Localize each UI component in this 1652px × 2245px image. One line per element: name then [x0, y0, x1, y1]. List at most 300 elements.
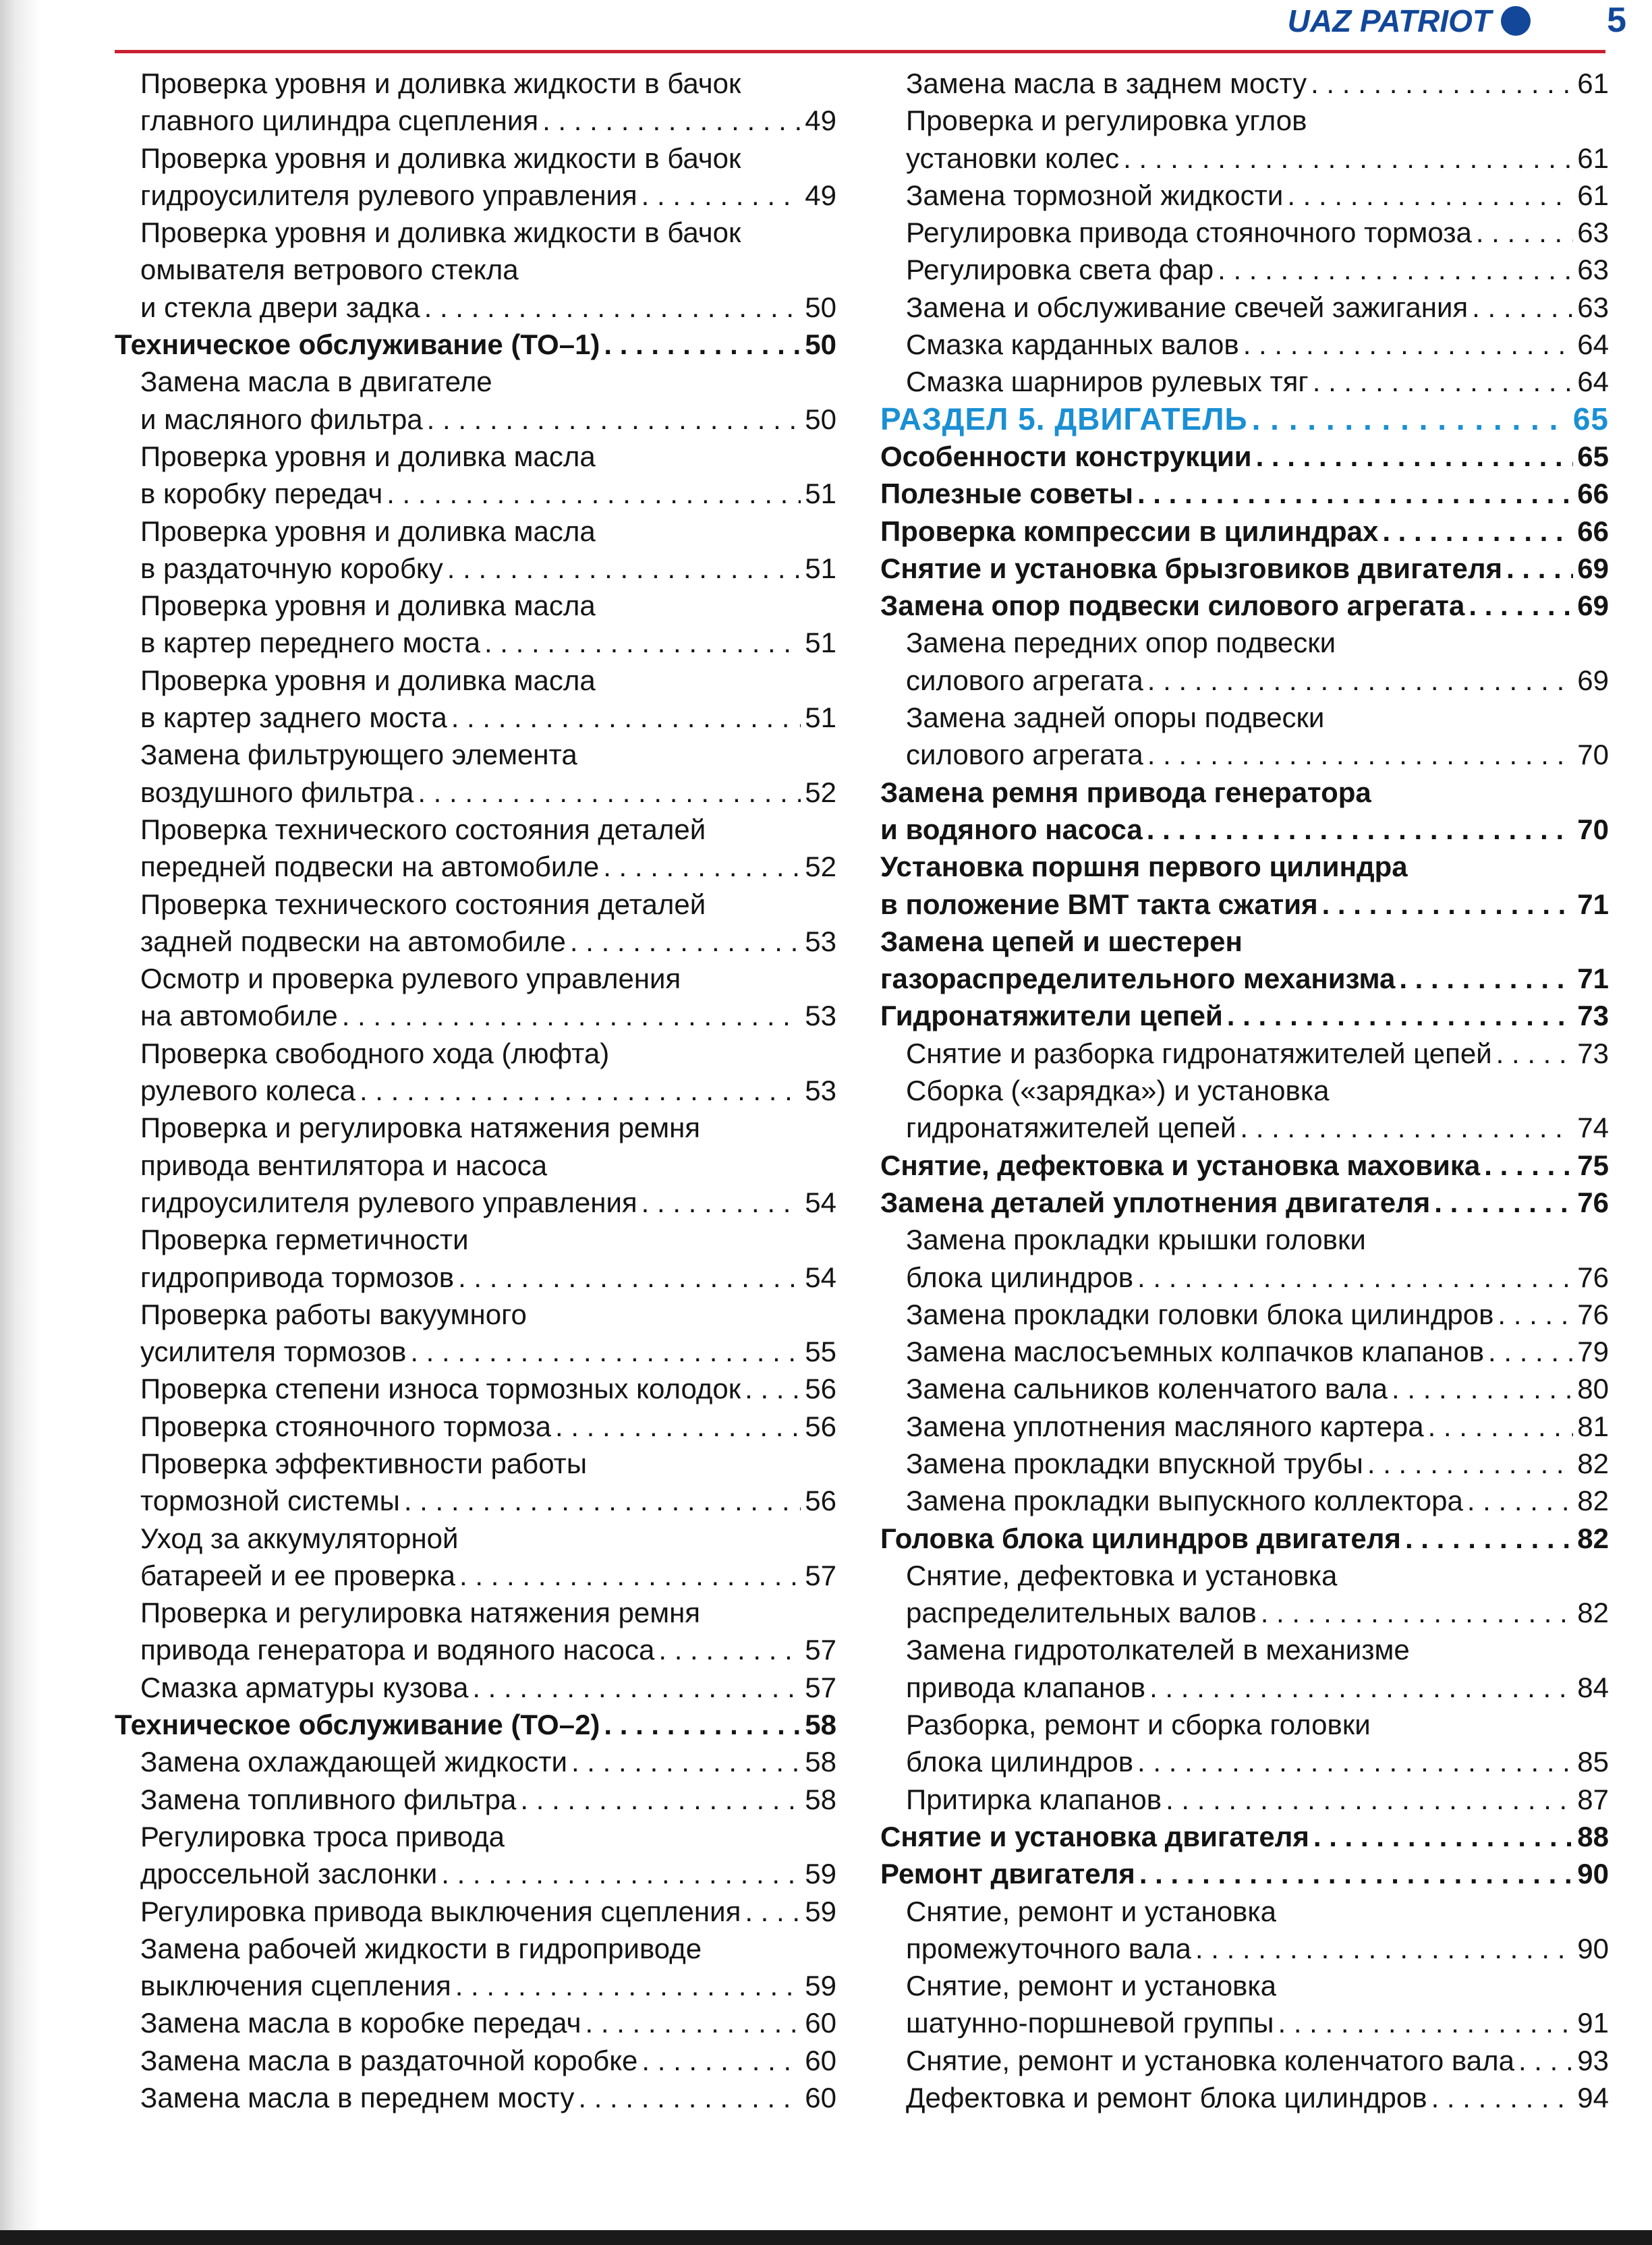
toc-entry-line: [880, 1370, 1609, 1407]
toc-entry-text: газораспределительного механизма: [880, 963, 1396, 995]
toc-entry-line: [880, 1221, 1609, 1258]
dot-leader: [1518, 2042, 1573, 2079]
toc-page-number: 73: [1577, 1037, 1609, 1069]
toc-entry[interactable]: [115, 1109, 836, 1221]
toc-entry-text: Проверка уровня и доливка жидкости в бачок: [140, 67, 741, 99]
toc-entry-line: [115, 1035, 836, 1072]
dot-leader: [1137, 1743, 1573, 1780]
toc-page-number: 53: [805, 1075, 836, 1107]
dot-leader: [1137, 475, 1573, 512]
toc-entry[interactable]: [880, 214, 1609, 251]
dot-leader: [520, 1781, 801, 1818]
toc-entry-line: [880, 587, 1609, 624]
toc-page-number: 87: [1577, 1783, 1609, 1815]
dot-leader: [458, 1259, 801, 1296]
dot-leader: [342, 997, 801, 1034]
toc-entry[interactable]: [115, 326, 836, 363]
toc-entry-line: [880, 1296, 1609, 1333]
toc-entry[interactable]: [115, 2079, 836, 2116]
toc-entry-text: Замена масла в коробке передач: [140, 2007, 581, 2039]
toc-entry-text: Регулировка света фар: [906, 254, 1214, 286]
toc-entry-line: [880, 363, 1609, 400]
dot-leader: [1240, 1109, 1573, 1146]
toc-entry-line: [115, 1893, 836, 1930]
header-rule: [115, 50, 1605, 53]
toc-entry-text: Осмотр и проверка рулевого управления: [140, 963, 681, 995]
toc-entry[interactable]: [880, 1221, 1609, 1296]
toc-entry-text: Проверка уровня и доливка масла: [140, 590, 596, 622]
dot-leader: [1506, 550, 1573, 587]
toc-entry-text: Проверка эффективности работы: [140, 1447, 588, 1479]
toc-page-number: 75: [1577, 1149, 1609, 1181]
toc-entry[interactable]: [880, 1818, 1609, 1855]
toc-entry-line: [880, 326, 1609, 363]
toc-entry-line: [115, 401, 836, 438]
toc-entry-text: промежуточного вала: [906, 1932, 1191, 1964]
toc-entry-line: [880, 102, 1609, 139]
toc-entry[interactable]: [115, 1520, 836, 1595]
toc-entry-line: [115, 513, 836, 550]
toc-entry-text: Разборка, ремонт и сборка головки: [906, 1709, 1371, 1741]
toc-page-number: 60: [805, 2007, 836, 2039]
toc-entry-text: Замена тормозной жидкости: [906, 179, 1284, 211]
dot-leader: [424, 289, 801, 326]
toc-entry-text: в картер переднего моста: [140, 627, 480, 659]
toc-entry-line: [880, 1333, 1609, 1370]
toc-page-number: 63: [1577, 291, 1609, 323]
toc-entry[interactable]: [880, 251, 1609, 288]
toc-page-number: 56: [805, 1373, 836, 1405]
toc-entry[interactable]: [115, 1669, 836, 1706]
toc-page-number: 64: [1577, 329, 1609, 361]
dot-leader: [1313, 1818, 1573, 1855]
dot-leader: [1467, 1482, 1573, 1519]
toc-left-column: [115, 65, 836, 2116]
toc-entry-line: [115, 1594, 836, 1631]
toc-entry-line: [880, 1445, 1609, 1482]
dot-leader: [1472, 289, 1573, 326]
toc-entry-text: Техническое обслуживание (ТО–1): [115, 329, 600, 361]
toc-entry[interactable]: [115, 1221, 836, 1296]
toc-entry-text: Снятие, дефектовка и установка: [906, 1559, 1338, 1591]
toc-entry-text: Регулировка привода стояночного тормоза: [906, 217, 1472, 249]
toc-entry-line: [115, 1781, 836, 1818]
toc-entry-line: [880, 1520, 1609, 1557]
toc-entry-line: [880, 1109, 1609, 1146]
toc-entry-text: Проверка технического состояния деталей: [140, 813, 706, 845]
toc-page-number: 80: [1577, 1373, 1609, 1405]
toc-entry-line: [880, 2079, 1609, 2116]
toc-entry[interactable]: [880, 1781, 1609, 1818]
toc-entry-text: Замена масла в двигателе: [140, 366, 492, 398]
toc-entry-line: [880, 513, 1609, 550]
toc-entry-line: [880, 1482, 1609, 1519]
dot-leader: [578, 2079, 801, 2116]
toc-entry-line: [880, 2004, 1609, 2041]
toc-entry[interactable]: [880, 1893, 1609, 1968]
toc-entry-text: Замена фильтрующего элемента: [140, 739, 577, 771]
dot-leader: [542, 102, 801, 139]
dot-leader: [404, 1482, 801, 1519]
toc-page-number: 54: [805, 1261, 836, 1293]
toc-entry[interactable]: [115, 1930, 836, 2005]
toc-entry[interactable]: [880, 848, 1609, 923]
toc-entry-text: привода клапанов: [906, 1671, 1146, 1703]
toc-entry-text: Замена прокладки головки блока цилиндров: [906, 1298, 1494, 1330]
toc-entry[interactable]: [115, 1296, 836, 1371]
toc-entry-line: [880, 886, 1609, 923]
toc-entry[interactable]: [880, 1333, 1609, 1370]
toc-entry-line: [880, 251, 1609, 288]
toc-entry-text: Проверка технического состояния деталей: [140, 888, 706, 920]
toc-entry-text: Уход за аккумуляторной: [140, 1522, 459, 1554]
toc-entry-line: [880, 1594, 1609, 1631]
toc-entry-line: [880, 736, 1609, 773]
toc-entry-line: [115, 1184, 836, 1221]
toc-entry[interactable]: [880, 1706, 1609, 1781]
toc-entry[interactable]: [880, 997, 1609, 1034]
toc-entry-line: [115, 251, 836, 288]
dot-leader: [1278, 2004, 1574, 2041]
toc-entry-text: Регулировка привода выключения сцепления: [140, 1895, 741, 1927]
dot-leader: [1147, 811, 1574, 848]
toc-entry-line: [115, 2042, 836, 2079]
toc-entry[interactable]: [880, 1445, 1609, 1482]
toc-entry-line: [115, 1631, 836, 1668]
toc-page-number: 76: [1577, 1298, 1609, 1330]
dot-leader: [1488, 1333, 1573, 1370]
dot-leader: [1123, 140, 1573, 177]
toc-entry-line: [115, 1296, 836, 1333]
dot-leader: [642, 2042, 801, 2079]
toc-entry[interactable]: [880, 550, 1609, 587]
toc-entry[interactable]: [115, 2004, 836, 2041]
toc-page-number: 60: [805, 2044, 836, 2076]
toc-entry[interactable]: [115, 736, 836, 811]
toc-page-number: 90: [1577, 1858, 1609, 1890]
toc-entry[interactable]: [115, 1818, 836, 1893]
toc-entry[interactable]: [115, 1743, 836, 1780]
toc-entry-text: выключения сцепления: [140, 1970, 451, 2002]
toc-entry[interactable]: [115, 1893, 836, 1930]
toc-entry[interactable]: [880, 1147, 1609, 1184]
toc-entry-line: [880, 1967, 1609, 2004]
toc-page-number: 79: [1577, 1336, 1609, 1368]
toc-entry[interactable]: [880, 102, 1609, 177]
toc-entry[interactable]: [880, 624, 1609, 699]
toc-entry-line: [115, 587, 836, 624]
toc-page-number: 82: [1577, 1522, 1609, 1554]
toc-entry-text: Проверка свободного хода (люфта): [140, 1037, 610, 1069]
toc-entry-line: [880, 699, 1609, 736]
toc-entry-line: [880, 2042, 1609, 2079]
toc-entry[interactable]: [115, 662, 836, 737]
dot-leader: [1243, 326, 1574, 363]
toc-entry-text: Замена топливного фильтра: [140, 1783, 517, 1815]
toc-entry-text: Смазка карданных валов: [906, 329, 1239, 361]
toc-entry[interactable]: [880, 513, 1609, 550]
toc-page-number: 69: [1577, 590, 1609, 622]
toc-entry-text: Замена деталей уплотнения двигателя: [880, 1186, 1431, 1218]
toc-entry-text: гидронатяжителей цепей: [906, 1112, 1236, 1144]
toc-entry-line: [880, 1072, 1609, 1109]
dot-leader: [455, 1967, 801, 2004]
dot-leader: [1166, 1781, 1573, 1818]
toc-entry-line: [880, 1557, 1609, 1594]
dot-leader: [418, 774, 801, 811]
toc-entry-line: [880, 438, 1609, 475]
toc-entry-text: Замена охлаждающей жидкости: [140, 1746, 567, 1778]
toc-entry[interactable]: [880, 1296, 1609, 1333]
toc-page-number: 50: [805, 329, 836, 361]
toc-entry[interactable]: [115, 65, 836, 140]
dot-leader: [603, 848, 801, 885]
toc-entry-text: силового агрегата: [906, 664, 1143, 696]
toc-page-number: 51: [805, 478, 836, 510]
toc-entry[interactable]: [115, 363, 836, 438]
toc-entry-text: Полезные советы: [880, 478, 1133, 510]
dot-leader: [387, 475, 801, 512]
toc-entry-text: Замена масла в переднем мосту: [140, 2082, 575, 2114]
toc-entry-text: Замена ремня привода генератора: [880, 776, 1371, 808]
toc-entry-line: [115, 363, 836, 400]
dot-leader: [1382, 513, 1573, 550]
toc-entry[interactable]: [115, 960, 836, 1035]
dot-leader: [1399, 960, 1573, 997]
toc-entry-line: [115, 1855, 836, 1892]
toc-entry-text: Замена уплотнения масляного картера: [906, 1410, 1424, 1442]
toc-entry-text: Снятие и разборка гидронатяжителей цепей: [906, 1037, 1492, 1069]
toc-entry[interactable]: [880, 1370, 1609, 1407]
toc-entry[interactable]: [880, 289, 1609, 326]
toc-entry-line: [115, 923, 836, 960]
dot-leader: [586, 2004, 801, 2041]
dot-leader: [1484, 1147, 1573, 1184]
toc-entry-line: [115, 140, 836, 177]
toc-entry-text: Притирка клапанов: [906, 1783, 1162, 1815]
toc-entry-line: [115, 886, 836, 923]
toc-entry-line: [880, 475, 1609, 512]
toc-entry[interactable]: [115, 1594, 836, 1669]
toc-entry-text: Дефектовка и ремонт блока цилиндров: [906, 2082, 1427, 2114]
toc-entry-text: Проверка уровня и доливка жидкости в бачок: [140, 217, 741, 249]
toc-page-number: 57: [805, 1559, 836, 1591]
toc-page-number: 66: [1577, 515, 1609, 547]
toc-entry[interactable]: [880, 1631, 1609, 1706]
toc-entry-text: блока цилиндров: [906, 1746, 1134, 1778]
toc-entry[interactable]: [880, 587, 1609, 624]
toc-entry-line: [115, 960, 836, 997]
dot-leader: [1431, 2079, 1574, 2116]
toc-page-number: 59: [805, 1895, 836, 1927]
toc-entry[interactable]: [115, 1370, 836, 1407]
toc-entry-text: Техническое обслуживание (ТО–2): [115, 1709, 600, 1741]
dot-leader: [1287, 177, 1573, 214]
dot-leader: [555, 1408, 801, 1445]
toc-entry[interactable]: [880, 363, 1609, 400]
toc-page-number: 52: [805, 851, 836, 883]
toc-page-number: 82: [1577, 1597, 1609, 1629]
toc-entry-line: [880, 997, 1609, 1034]
toc-page-number: 50: [805, 291, 836, 323]
toc-entry[interactable]: [115, 1706, 836, 1743]
toc-entry-text: Снятие и установка двигателя: [880, 1820, 1309, 1852]
toc-entry-text: установки колес: [906, 142, 1120, 174]
toc-entry-text: Сборка («зарядка») и установка: [906, 1075, 1330, 1107]
toc-section-heading[interactable]: [880, 401, 1609, 438]
toc-entry[interactable]: [880, 438, 1609, 475]
toc-entry-line: [880, 1930, 1609, 1967]
toc-entry-line: [880, 1631, 1609, 1668]
toc-entry-text: шатунно-поршневой группы: [906, 2007, 1274, 2039]
toc-entry-text: на автомобиле: [140, 1000, 338, 1032]
toc-entry[interactable]: [880, 1482, 1609, 1519]
toc-entry[interactable]: [115, 140, 836, 215]
dot-leader: [604, 1706, 801, 1743]
toc-entry[interactable]: [880, 774, 1609, 849]
toc-entry-text: омывателя ветрового стекла: [140, 254, 519, 286]
toc-entry[interactable]: [115, 513, 836, 588]
toc-entry-line: [115, 1967, 836, 2004]
toc-entry-text: и водяного насоса: [880, 813, 1143, 845]
toc-entry[interactable]: [880, 1967, 1609, 2042]
toc-page-number: 56: [805, 1410, 836, 1442]
toc-entry-line: [115, 2004, 836, 2041]
toc-entry-text: и стекла двери задка: [140, 291, 420, 323]
toc-page-number: 53: [805, 1000, 836, 1032]
page-edge-shadow: [0, 0, 40, 2245]
toc-page-number: 50: [805, 403, 836, 435]
toc-entry-line: [115, 1109, 836, 1146]
dot-leader: [1469, 587, 1573, 624]
toc-entry-line: [880, 65, 1609, 102]
toc-entry-line: [115, 214, 836, 251]
toc-entry[interactable]: [880, 1408, 1609, 1445]
toc-entry-line: [880, 1743, 1609, 1780]
dot-leader: [1256, 438, 1574, 475]
toc-entry[interactable]: [880, 1520, 1609, 1557]
toc-entry[interactable]: [115, 811, 836, 886]
toc-page-number: 76: [1577, 1186, 1609, 1218]
toc-entry-text: Проверка уровня и доливка масла: [140, 664, 596, 696]
toc-entry-text: Замена прокладки впускной трубы: [906, 1447, 1363, 1479]
toc-page-number: 61: [1577, 142, 1609, 174]
toc-entry[interactable]: [880, 475, 1609, 512]
toc-entry[interactable]: [880, 1184, 1609, 1221]
toc-entry-text: и масляного фильтра: [140, 403, 423, 435]
toc-entry-text: блока цилиндров: [906, 1261, 1134, 1293]
toc-entry-line: [115, 177, 836, 214]
toc-entry-text: задней подвески на автомобиле: [140, 925, 566, 957]
toc-entry[interactable]: [880, 1072, 1609, 1147]
toc-entry-line: [880, 960, 1609, 997]
dot-leader: [1147, 736, 1574, 773]
toc-entry-line: [880, 289, 1609, 326]
dot-leader: [571, 1743, 801, 1780]
toc-entry-text: передней подвески на автомобиле: [140, 851, 600, 883]
dot-leader: [642, 1184, 801, 1221]
toc-entry[interactable]: [115, 1781, 836, 1818]
toc-entry-text: привода генератора и водяного насоса: [140, 1634, 655, 1666]
toc-entry[interactable]: [880, 699, 1609, 774]
toc-entry-text: в коробку передач: [140, 478, 383, 510]
toc-entry[interactable]: [880, 326, 1609, 363]
toc-entry-line: [115, 1072, 836, 1109]
toc-entry-text: Проверка степени износа тормозных колодок: [140, 1373, 741, 1405]
toc-entry[interactable]: [880, 1035, 1609, 1072]
toc-entry-text: Замена прокладки выпускного коллектора: [906, 1485, 1463, 1517]
toc-entry[interactable]: [880, 2042, 1609, 2079]
toc-page-number: 70: [1577, 813, 1609, 845]
toc-entry[interactable]: [880, 177, 1609, 214]
dot-leader: [1137, 1259, 1573, 1296]
toc-entry-line: [880, 811, 1609, 848]
dot-leader: [1428, 1408, 1574, 1445]
toc-entry-line: [880, 662, 1609, 699]
toc-page-number: 90: [1577, 1932, 1609, 1964]
toc-page-number: 93: [1577, 2044, 1609, 2076]
toc-entry-line: [115, 1520, 836, 1557]
toc-entry-text: в картер заднего моста: [140, 702, 447, 734]
dot-leader: [1218, 251, 1573, 288]
toc-entry[interactable]: [880, 1557, 1609, 1632]
toc-entry[interactable]: [880, 1855, 1609, 1892]
dot-leader: [570, 923, 801, 960]
toc-entry[interactable]: [115, 1408, 836, 1445]
dot-leader: [604, 326, 801, 363]
toc-entry[interactable]: [115, 438, 836, 513]
toc-entry[interactable]: [115, 214, 836, 326]
dot-leader: [1498, 1296, 1573, 1333]
dot-leader: [427, 401, 801, 438]
toc-entry[interactable]: [880, 2079, 1609, 2116]
toc-entry-line: [880, 1706, 1609, 1743]
toc-page-number: 54: [805, 1186, 836, 1218]
toc-page-number: 57: [805, 1671, 836, 1703]
toc-page-number: 49: [805, 105, 836, 137]
toc-entry[interactable]: [115, 2042, 836, 2079]
toc-entry-text: Замена и обслуживание свечей зажигания: [906, 291, 1469, 323]
toc-entry[interactable]: [115, 1445, 836, 1520]
toc-entry-line: [115, 1259, 836, 1296]
toc-page-number: 51: [805, 627, 836, 659]
dot-leader: [484, 624, 801, 661]
toc-entry-text: усилителя тормозов: [140, 1336, 407, 1368]
toc-entry-line: [115, 1557, 836, 1594]
toc-entry-text: главного цилиндра сцепления: [140, 105, 539, 137]
toc-page-number: 57: [805, 1634, 836, 1666]
toc-entry[interactable]: [115, 587, 836, 662]
dot-leader: [1405, 1520, 1573, 1557]
dot-leader: [1261, 1594, 1574, 1631]
toc-entry[interactable]: [115, 1035, 836, 1110]
toc-entry-text: привода вентилятора и насоса: [140, 1149, 548, 1181]
toc-entry-text: Проверка герметичности: [140, 1224, 469, 1256]
toc-page-number: 71: [1577, 888, 1609, 920]
toc-entry-text: Регулировка троса привода: [140, 1820, 505, 1852]
toc-entry-line: [115, 1333, 836, 1370]
dot-leader: [459, 1557, 801, 1594]
toc-page-number: 60: [805, 2082, 836, 2114]
toc-entry[interactable]: [880, 65, 1609, 102]
toc-entry-text: Снятие, ремонт и установка: [906, 1970, 1277, 2002]
toc-entry-text: Замена рабочей жидкости в гидроприводе: [140, 1932, 702, 1964]
toc-entry[interactable]: [880, 923, 1609, 998]
toc-entry-text: в положение ВМТ такта сжатия: [880, 888, 1318, 920]
toc-entry-line: [115, 774, 836, 811]
toc-entry[interactable]: [115, 886, 836, 961]
toc-entry-line: [115, 1818, 836, 1855]
